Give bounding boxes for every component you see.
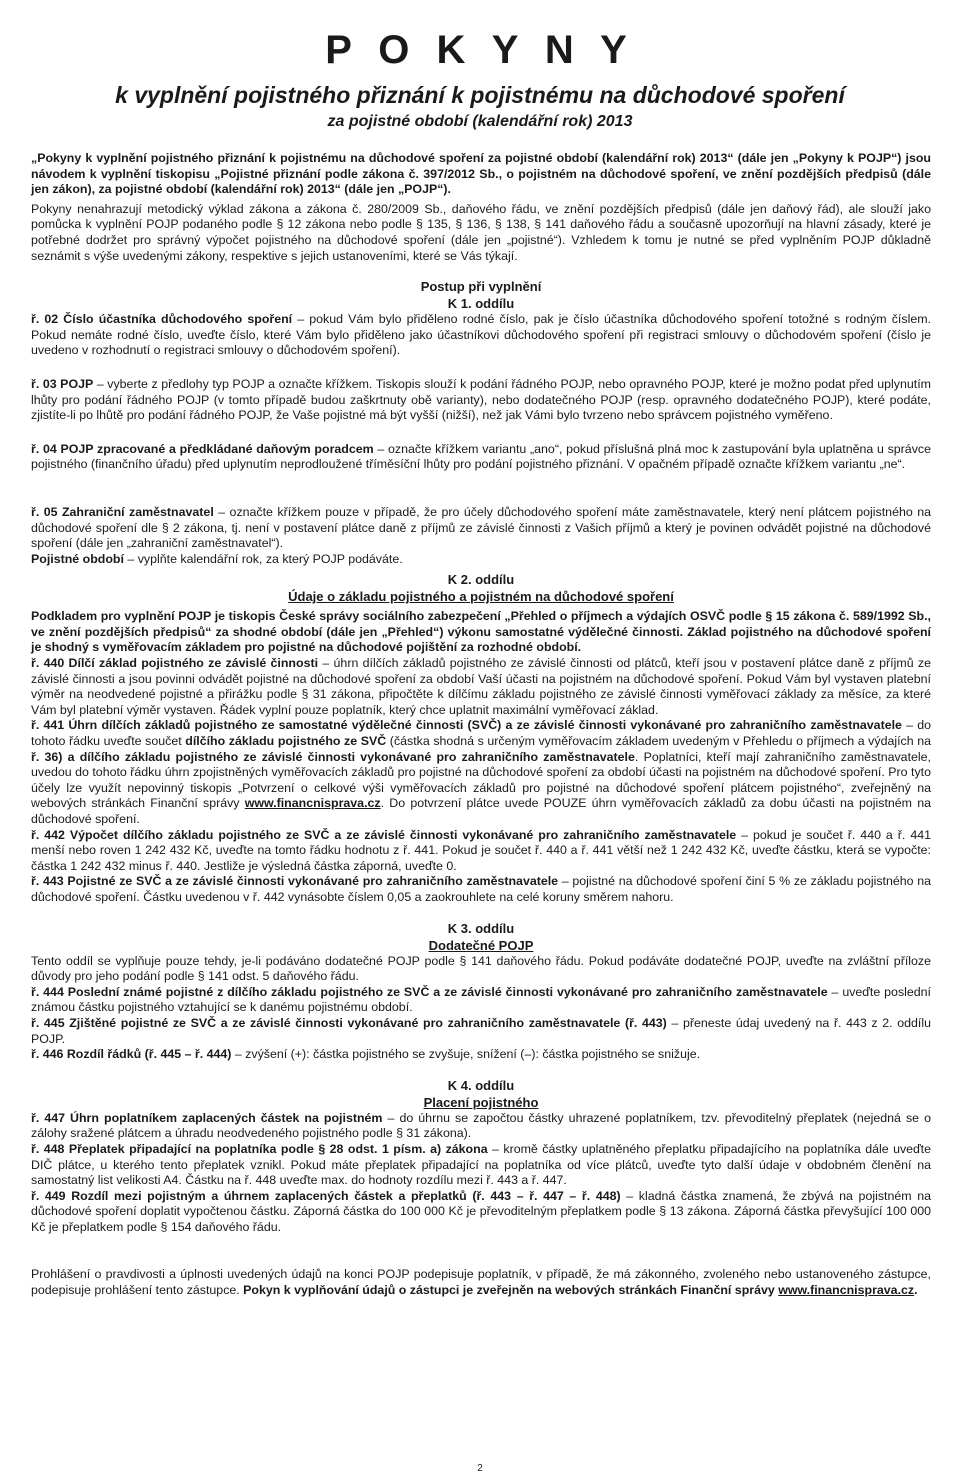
row-447-text: – do úhrnu se započtou částky uhrazené poplatníkem, tzv. převoditelný přeplatek (nejedná se o zálohy sražené plátcem a úhradu neodvedeného pojistného podle § 31 zákona).	[31, 1110, 931, 1141]
section-2-intro: Podkladem pro vyplnění POJP je tiskopis České správy sociálního zabezpečení „Přehled o příjmech a výdajích OSVČ podle § 15 zákona č. 589/1992 Sb., ve znění pozdějších předpisů“ za shodné období (dále jen „Přehled“) výkonu samostatné výdělečné činnosti. Základ pojistného na důchodové spoření je shodný s vyměřovacím základem pro pojistné na důchodové pojištění za rozhodné období.	[31, 609, 931, 655]
section-3-intro: Tento oddíl se vyplňuje pouze tehdy, je-li podáváno dodatečné POJP podle § 141 daňového řádu. Pokud podáváte dodatečné POJP, uveďte na zvláštní příloze důvody pro jeho podání podle § 141 odst. 5 daňového řádu.	[31, 953, 931, 984]
row-443-label: ř. 443 Pojistné ze SVČ a ze závislé činnosti vykonávané pro zahraničního zaměstnavatele	[31, 874, 559, 889]
row-449-paragraph	[31, 1189, 931, 1236]
row-03-text: – vyberte z předlohy typ POJP a označte křížkem. Tiskopis slouží k podání řádného POJP, nebo opravného POJP, které je možno podat před uplynutím lhůty pro podání řádného POJP (v tomto případě budou zaškrtnuty obě varianty), nebo dodatečného POJP (resp. opravného dodatečného POJP), které podáte, zjistíte-li po lhůtě pro podání řádného POJP, že Vaše pojistné má být vyšší (nižší), než jak Vámi bylo tvrzeno nebo správcem pojistného vyměřeno.	[31, 376, 931, 423]
row-446-text: – zvýšení (+): částka pojistného se zvyšuje, snížení (–): částka pojistného se snižuje.	[231, 1047, 701, 1062]
row-446-paragraph	[31, 1047, 931, 1063]
row-442-paragraph	[31, 828, 931, 875]
row-442-label: ř. 442 Výpočet dílčího základu pojistného ze SVČ a ze závislé činnosti vykonávané pro zahraničního zaměstnavatele	[31, 827, 737, 842]
page-number: 2	[477, 1463, 483, 1474]
row-448-label: ř. 448 Přeplatek připadající na poplatníka podle § 28 odst. 1 písm. a) zákona	[31, 1141, 488, 1156]
period-paragraph	[31, 552, 931, 568]
row-448-paragraph	[31, 1142, 931, 1189]
row-05-text: – označte křížkem pouze v případě, že pro účely důchodového spoření máte zaměstnavatele, který není plátcem pojistného na důchodové spoření dle § 2 zákona, tj. není v postavení plátce daně z příjmů ze závislé činnosti z Vašich příjmů a který je povinen odvádět pojistné na důchodové spoření (dále jen „zahraniční zaměstnavatel“).	[31, 504, 931, 551]
section-3-title: Dodatečné POJP	[428, 937, 534, 953]
row-441-text-e: . Poplatníci, kteří mají zahraničního zaměstnavatele, uvedou do tohoto řádku úhrn zpojistněných vyměřovacích základů pro pojistné na důchodové spoření za období účasti na pojistném na důchodové spoření. Pro tyto účely lze využít nepovinný tiskopis „Potvrzení o celkové výši vyměřovacích základů pro pojistné na důchodové spoření plátcem pojistného“, zveřejněný na webových stránkách Finanční správy	[31, 749, 931, 811]
row-449-text: – kladná částka znamená, že zbývá na pojistném na důchodové spoření doplatit vypočtenou částku. Záporná částka do 100 000 Kč je převoditelným přeplatkem podle § 13 zákona. Záporná částka převyšující 100 000 Kč je přeplatkem podle § 154 daňového řádu.	[31, 1188, 931, 1234]
row-444-text: – uveďte poslední známou částku pojistného vztahující se k danému pojistnému období.	[31, 984, 932, 1015]
closing-paragraph	[31, 1267, 931, 1298]
row-02-text: – pokud Vám bylo přiděleno rodné číslo, pak je číslo účastníka důchodového spoření totožné s rodným číslem. Pokud nemáte rodné číslo, uveďte číslo, které Vám bylo přiděleno jako účastníkovi důchodového spoření při registraci smlouvy o důchodovém spoření (číslo je uvedeno v rozhodnutí o registraci smlouvy o důchodovém spoření).	[31, 312, 931, 358]
intro-note-paragraph	[31, 202, 931, 264]
row-441-text-a: – do tohoto řádku uveďte součet	[31, 718, 931, 749]
row-447-paragraph	[31, 1111, 931, 1142]
intro-paragraph: „Pokyny k vyplnění pojistného přiznání k pojistnému na důchodové spoření za pojistné období (kalendářní rok) 2013“ (dále jen „Pokyny k POJP“) jsou návodem k vyplnění tiskopisu „Pojistné přiznání podle zákona č. 397/2012 Sb., o pojistném na důchodové spoření, ve znění pozdějších předpisů (dále jen zákon), za pojistné období (kalendářní rok) 2013“ (dále jen „POJP“).	[31, 151, 931, 197]
row-442-text: – pokud je součet ř. 440 a ř. 441 menší nebo roven 1 242 432 Kč, uveďte na tomto řádku hodnotu z ř. 441. Pokud je součet ř. 440 a ř. 441 větší než 1 242 432 Kč, uveďte částku, která se vypočte: částka 1 242 432 minus ř. 440. Jestliže je výsledná částka záporná, uveďte 0.	[31, 827, 931, 873]
row-441-label: ř. 441 Úhrn dílčích základů pojistného ze samostatné výdělečné činnosti (SVČ) a ze závislé činnosti vykonávané pro zahraničního zaměstnavatele	[31, 718, 902, 733]
row-441-paragraph	[31, 718, 931, 827]
row-440-text: – úhrn dílčích základů pojistného ze závislé činnosti od plátců, kteří jsou v postavení plátce daně z příjmů ze závislé činnosti a jsou povinni odvádět pojistné na důchodové spoření za období Vaší účasti na pojistném na důchodové spoření. Pokud Vám byl vystaven platební výměr na neodvedené pojistné a přirážku podle § 31 zákona, připočtěte k dílčímu základu pojistného ze závislé činnosti vyměřovací základy za měsíce, za které Vám byl platební výměr vystaven. Řádek vyplní pouze poplatník, který chce uplatnit maximální vyměřovací základ.	[31, 656, 931, 717]
row-04-label: ř. 04 POJP zpracované a předkládané daňovým poradcem	[31, 441, 374, 456]
section-1-heading: K 1. oddílu	[447, 296, 515, 312]
row-441-text-f: . Do potvrzení plátce uvede POUZE úhrn vyměřovacích základů za dobu účasti na pojistném na důchodové spoření.	[31, 796, 931, 826]
section-4-title: Placení pojistného	[423, 1094, 539, 1110]
section-2-title: Údaje o základu pojistného a pojistném na důchodové spoření	[288, 589, 674, 605]
row-04-paragraph	[31, 442, 931, 473]
intro-note-text: Pokyny nenahrazují metodický výklad zákona a zákona č. 280/2009 Sb.	[31, 201, 443, 216]
row-05-label: ř. 05 Zahraniční zaměstnavatel	[31, 504, 214, 519]
row-03-label: ř. 03 POJP	[31, 376, 94, 391]
document-title: P O K Y N Y	[325, 28, 635, 72]
row-440-label: ř. 440 Dílčí základ pojistného ze závislé činnosti	[31, 656, 319, 671]
row-443-text: – pojistné na důchodové spoření činí 5 % ze základu pojistného na důchodové spoření. Částku uvedenou v ř. 442 vynásobte číslem 0,05 a zaokrouhlete na celé koruny směrem nahoru.	[31, 874, 931, 904]
section-2-heading: K 2. oddílu	[447, 572, 515, 588]
row-444-label: ř. 444 Poslední známé pojistné z dílčího základu pojistného ze SVČ a ze závislé činnosti vykonávané pro zahraničního zaměstnavatele	[31, 984, 828, 999]
period-text: – vyplňte kalendářní rok, za který POJP podáváte.	[123, 551, 403, 566]
row-440-paragraph	[31, 656, 931, 718]
row-03-paragraph	[31, 377, 931, 424]
row-448-text: – kromě částky uplatněného přeplatku připadajícího na poplatníka dále uveďte DIČ plátce, u kterého tento přeplatek vznikl. Pokud máte přeplatek připadající na poplatníka od více plátců, uveďte tyto další údaje v obdobném členění na samostatný list velikosti A4. Částku na ř. 448 uveďte max. do hodnoty rozdílu mezi ř. 443 a ř. 447.	[31, 1141, 931, 1188]
document-subtitle: k vyplnění pojistného přiznání k pojistnému na důchodové spoření	[115, 82, 845, 108]
row-444-paragraph	[31, 985, 931, 1016]
row-445-label: ř. 445 Zjištěné pojistné ze SVČ a ze závislé činnosti vykonávané pro zahraničního zaměstnavatele (ř. 443)	[31, 1015, 667, 1030]
row-445-paragraph	[31, 1016, 931, 1047]
closing-bold: Pokyn k vyplňování údajů o zástupci je zveřejněn na webových stránkách Finanční správy	[243, 1283, 779, 1298]
row-441-text-b: dílčího základu pojistného ze SVČ	[185, 734, 387, 749]
row-446-label: ř. 446 Rozdíl řádků (ř. 445 – ř. 444)	[31, 1047, 232, 1062]
row-449-label: ř. 449 Rozdíl mezi pojistným a úhrnem zaplacených částek a přeplatků (ř. 443 – ř. 447 – ř. 448)	[31, 1188, 621, 1203]
row-441-text-d: ř. 36) a dílčího základu pojistného ze závislé činnosti vykonávané pro zahraničního zaměstnavatele	[31, 749, 635, 764]
financnisprava-link[interactable]: www.financnisprava.cz	[244, 796, 381, 811]
closing-text: Prohlášení o pravdivosti a úplnosti uvedených údajů na konci POJP podepisuje poplatník, v případě, že má zákonného, zvoleného nebo ustanoveného zástupce, podepisuje prohlášení tento zástupce.	[31, 1267, 931, 1298]
section-4-heading: K 4. oddílu	[447, 1077, 515, 1093]
row-04-text: – označte křížkem variantu „ano“, pokud příslušná plná moc k zastupování byla uplatněna u správce pojistného (finančního úřadu) před uplynutím neprodloužené tříměsíční lhůty pro podání pojistného přiznání. V opačném případě označte křížkem variantu „ne“.	[31, 441, 931, 472]
row-02-label: ř. 02 Číslo účastníka důchodového spoření	[31, 312, 293, 327]
period-line: za pojistné období (kalendářní rok) 2013	[327, 113, 633, 130]
document-body	[31, 151, 931, 1299]
period-label: Pojistné období	[31, 551, 124, 566]
row-05-paragraph	[31, 505, 931, 552]
closing-end: .	[914, 1283, 918, 1298]
row-445-text: – přeneste údaj uvedený na ř. 443 z 2. oddílu POJP.	[31, 1015, 932, 1046]
intro-note-continuation: , daňového řádu, ve znění pozdějších předpisů (dále jen daňový řád), ale slouží jako pomůcka k vyplnění POJP podaného podle § 12 zákona nebo podle § 135, § 136, § 138, § 141 daňového řádu a současně upozorňují na hlavní zásady, které je potřebné dodržet pro správný výpočet pojistného na důchodové spoření (dále jen „pojistné“). Vzhledem k tomu je nutné se před vyplněním POJP důkladně seznámit s výše uvedenými zákony, respektive s jejich ustanoveními, které se Vás týkají.	[31, 201, 932, 263]
row-441-text-c: (částka shodná s určeným vyměřovacím základem uvedeným v Přehledu o příjmech a výdajích na	[386, 734, 932, 749]
closing-link[interactable]: www.financnisprava.cz	[778, 1283, 915, 1298]
procedure-heading: Postup při vyplnění	[420, 279, 542, 295]
row-443-paragraph	[31, 874, 931, 905]
section-3-heading: K 3. oddílu	[447, 920, 515, 936]
row-02-paragraph	[31, 312, 931, 359]
row-447-label: ř. 447 Úhrn poplatníkem zaplacených částek na pojistném	[31, 1110, 383, 1125]
